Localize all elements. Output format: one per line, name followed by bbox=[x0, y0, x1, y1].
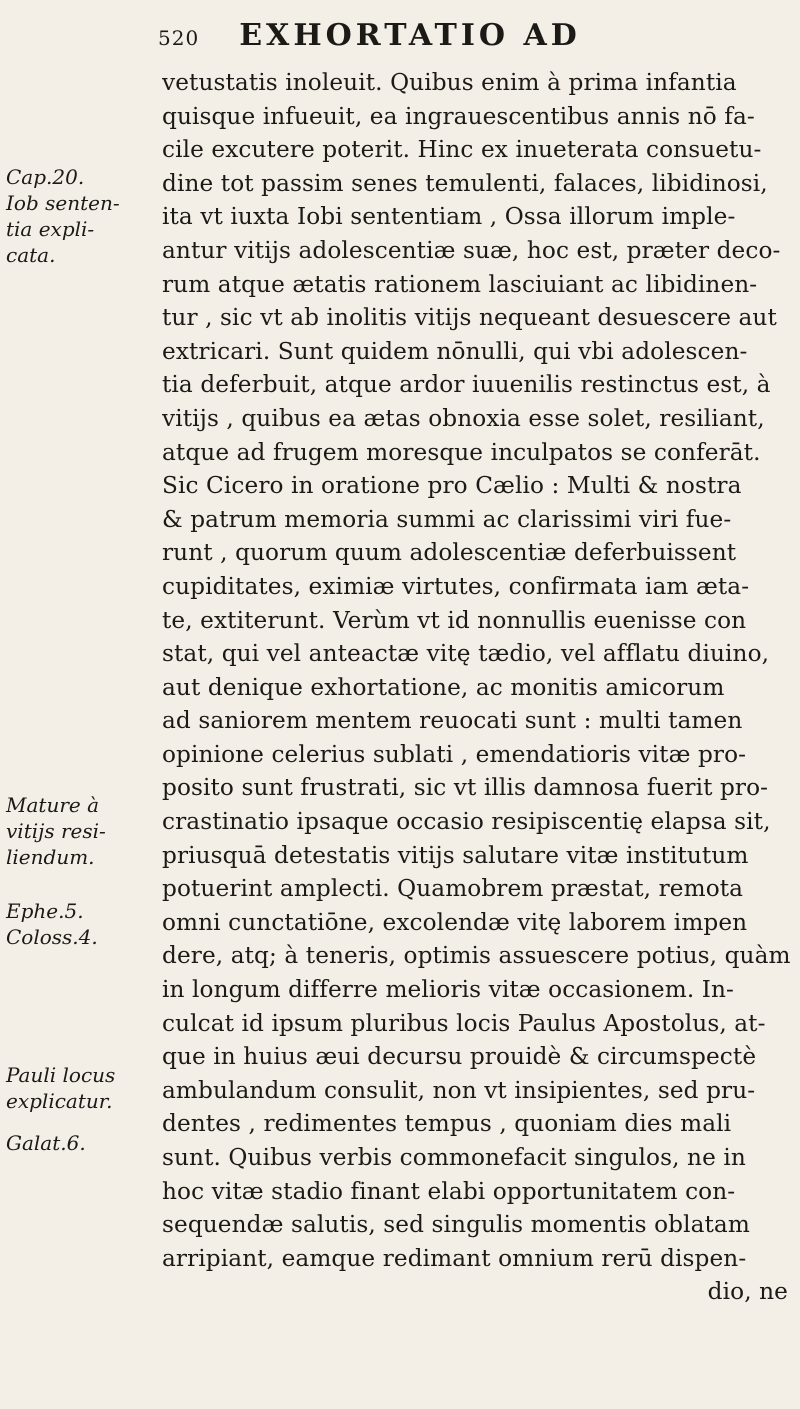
text-line: Sic Cicero in oratione pro Cælio : Multi & nostra bbox=[162, 472, 742, 500]
margin-note-line: Galat.6. bbox=[6, 1131, 86, 1155]
margin-note-pauli bbox=[6, 1062, 156, 1114]
text-line: runt , quorum quum adolescentiæ deferbuissent bbox=[162, 539, 737, 567]
body-text bbox=[162, 66, 798, 1309]
text-line: te, extiterunt. Verùm vt id nonnullis euenisse con bbox=[162, 606, 747, 634]
text-line: stat, qui vel anteactæ vitę tædio, vel afflatu diuino, bbox=[162, 640, 770, 668]
text-line: sequendæ salutis, sed singulis momentis oblatam bbox=[162, 1211, 750, 1239]
text-line: dentes , redimentes tempus , quoniam dies mali bbox=[162, 1110, 732, 1138]
text-line: quisque infueuit, ea ingrauescentibus annis nō fa- bbox=[162, 102, 755, 130]
text-line: extricari. Sunt quidem nōnulli, qui vbi adolescen- bbox=[162, 337, 748, 365]
margin-note-line: cata. bbox=[6, 243, 56, 267]
margin-note-line: Cap.20. bbox=[6, 165, 85, 189]
margin-note-cap20 bbox=[6, 164, 156, 268]
text-line: culcat id ipsum pluribus locis Paulus Apostolus, at- bbox=[162, 1009, 766, 1037]
text-line: que in huius æui decursu prouidè & circumspectè bbox=[162, 1043, 757, 1071]
text-line: ambulandum consulit, non vt insipientes, sed pru- bbox=[162, 1076, 756, 1104]
text-line: omni cunctatiōne, excolendæ vitę laborem impen bbox=[162, 908, 748, 936]
margin-note-line: Coloss.4. bbox=[6, 925, 98, 949]
text-line: in longum differre melioris vitæ occasionem. In- bbox=[162, 976, 734, 1004]
text-line: potuerint amplecti. Quamobrem præstat, remota bbox=[162, 875, 744, 903]
text-line: ad saniorem mentem reuocati sunt : multi tamen bbox=[162, 707, 743, 735]
page-number: 520 bbox=[158, 26, 200, 50]
text-line: cile excutere poterit. Hinc ex inueterata consuetu- bbox=[162, 136, 762, 164]
text-line: arripiant, eamque redimant omnium rerū dispen- bbox=[162, 1244, 747, 1272]
margin-note-line: vitijs resi- bbox=[6, 819, 106, 843]
text-line: sunt. Quibus verbis commonefacit singulos, ne in bbox=[162, 1144, 746, 1171]
text-line: ita vt iuxta Iobi sententiam , Ossa illorum imple- bbox=[162, 203, 736, 231]
running-head: EXHORTATIO AD bbox=[239, 18, 581, 53]
text-line: tur , sic vt ab inolitis vitijs nequeant desuescere aut bbox=[162, 304, 777, 332]
text-line: priusquā detestatis vitijs salutare vitæ institutum bbox=[162, 841, 749, 869]
text-line: atque ad frugem moresque inculpatos se conferāt. bbox=[162, 438, 761, 466]
text-line: posito sunt frustrati, sic vt illis damnosa fuerit pro- bbox=[162, 774, 769, 802]
margin-note-line: explicatur. bbox=[6, 1089, 113, 1113]
text-line: opinione celerius sublati , emendatioris vitæ pro- bbox=[162, 740, 747, 768]
margin-note-line: Ephe.5. bbox=[6, 899, 84, 923]
text-line: tia deferbuit, atque ardor iuuenilis restinctus est, à bbox=[162, 371, 771, 399]
page-header bbox=[158, 18, 798, 53]
margin-note-line: Mature à bbox=[6, 793, 99, 817]
margin-note-line: tia expli- bbox=[6, 217, 95, 241]
text-line: rum atque ætatis rationem lasciuiant ac libidinen- bbox=[162, 270, 758, 298]
margin-note-line: liendum. bbox=[6, 845, 95, 869]
margin-note-ephe bbox=[6, 898, 156, 950]
text-line: dio, ne bbox=[707, 1278, 788, 1306]
text-line: crastinatio ipsaque occasio resipiscentię elapsa sit, bbox=[162, 808, 771, 836]
text-line: antur vitijs adolescentiæ suæ, hoc est, præter deco- bbox=[162, 236, 781, 264]
margin-note-line: Pauli locus bbox=[6, 1063, 116, 1087]
text-line: dine tot passim senes temulenti, falaces, libidinosi, bbox=[162, 169, 768, 197]
text-line: hoc vitæ stadio finant elabi opportunitatem con- bbox=[162, 1177, 736, 1205]
text-line: aut denique exhortatione, ac monitis amicorum bbox=[162, 673, 725, 701]
text-line: vitijs , quibus ea ætas obnoxia esse solet, resiliant, bbox=[162, 404, 765, 432]
margin-note-mature bbox=[6, 792, 156, 870]
text-line: cupiditates, eximiæ virtutes, confirmata iam æta- bbox=[162, 572, 750, 600]
text-line: dere, atq; à teneris, optimis assuescere potius, quàm bbox=[162, 942, 791, 970]
text-line: vetustatis inoleuit. Quibus enim à prima infantia bbox=[162, 69, 737, 96]
margin-note-line: Iob senten- bbox=[6, 191, 120, 215]
margin-note-galat bbox=[6, 1130, 156, 1156]
text-line: & patrum memoria summi ac clarissimi viri fue- bbox=[162, 505, 732, 533]
